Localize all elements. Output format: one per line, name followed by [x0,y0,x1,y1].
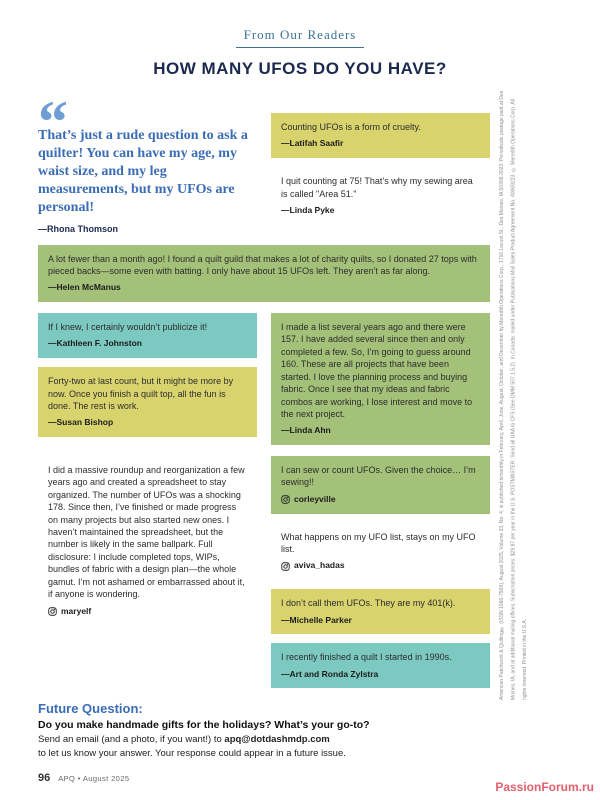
quote-column-left [38,456,257,688]
instagram-handle: aviva_hadas [294,560,345,571]
quote-column-right [271,113,490,234]
quote-text: If I knew, I certainly wouldn’t publicize it! [48,322,208,333]
legal-sidebar [497,88,532,700]
row-top [38,89,490,234]
quote-attribution: —Linda Ahn [281,425,331,436]
quote-attribution: —Michelle Parker [281,614,352,625]
instagram-attribution [281,560,480,572]
reader-quote [271,589,490,634]
reader-quote [38,313,257,358]
email-address: apq@dotdashmdp.com [224,734,330,746]
reader-quote [271,167,490,225]
reader-quote [271,113,490,158]
pull-quote [38,89,257,234]
instructions-prefix: Send an email (and a photo, if you want!) to [38,734,225,746]
issue-info: APQ • August 2025 [58,774,130,783]
instructions-suffix: to let us know your answer. Your response could appear in a future issue. [38,748,346,760]
kicker: From Our Readers [236,27,365,48]
future-question-text: Do you make handmade gifts for the holidays? What’s your go-to? [38,719,370,732]
reader-quote [38,456,257,625]
instagram-handle: corleyville [294,493,336,504]
reader-quote [271,643,490,688]
page-footer [38,772,129,784]
quote-text: I recently finished a quilt I started in 1990s. [281,652,452,663]
quote-text: I don’t call them UFOs. They are my 401(k). [281,598,456,609]
instagram-attribution [281,494,480,506]
quote-text: Counting UFOs is a form of cruelty. [281,122,421,132]
future-question-label: Future Question: [38,701,143,717]
row-full-width [38,245,490,303]
quote-text: Forty-two at last count, but it might be more by now. Once you finish a quilt top, all the fun is done. The rest is work. [48,376,234,411]
quote-attribution: —Latifah Saafir [281,138,344,149]
quote-text: I made a list several years ago and there were 157. I have added several since then and only completed a few. So, I’m going to guess around 160. These are all projects that have been started. I love the planning process and buying fabric. Once I see that my ideas and fabric combos are working, I lose interest and move to the next project. [281,322,473,419]
future-question-section [38,701,490,761]
quote-attribution: —Kathleen F. Johnston [48,338,142,349]
quote-attribution: —Art and Ronda Zylstra [281,668,379,679]
quote-mark-icon: “ [38,89,68,155]
quote-attribution: —Helen McManus [48,282,121,293]
quote-column-left [38,313,257,445]
quote-column-right [271,456,490,688]
reader-quote [271,456,490,514]
row-middle [38,313,490,445]
quote-text: I can sew or count UFOs. Given the choice… I’m sewing!! [281,465,476,488]
quote-text: What happens on my UFO list, stays on my UFO list. [281,531,476,554]
reader-quote [38,367,257,437]
quote-attribution: —Susan Bishop [48,417,114,428]
reader-quote [38,245,490,303]
instagram-handle: maryelf [61,605,92,616]
legal-text-column1: American Patchwork & Quilting® (ISSN 1066-758X), August 2025, Volume 33, No. 4, is published bimonthly in February, April, June, August, October, and December by Meredith Operations Corp., 1716 Locust St., Des Moines, IA 50309-3023. Periodicals postage paid at Des Moines, IA, and at additional mailing offices. [499,90,517,700]
pull-quote-attribution: —Rhona Thomson [38,223,118,234]
quote-text: A lot fewer than a month ago! I found a quilt guild that makes a lot of charity quilts, so I donated 27 tops with pieced backs—some even with batting. I only have about 15 UFOs left. They aren’t as far along. [48,253,477,276]
instagram-attribution [48,606,247,618]
instagram-icon [281,495,290,504]
page-number: 96 [38,772,51,784]
reader-quote [271,523,490,581]
instagram-icon [48,607,57,616]
instagram-icon [281,562,290,571]
watermark: PassionForum.ru [495,780,594,794]
pull-quote-text: That’s just a rude question to ask a quilter! You can have my age, my waist size, and my leg measurements, but my UFOs are personal! [38,128,248,215]
quote-text: I quit counting at 75! That’s why my sewing area is called "Area 51." [281,176,473,199]
content [38,89,490,761]
reader-quote [271,313,490,445]
future-question-instructions [38,733,490,761]
page-header [0,0,600,79]
row-bottom [38,456,490,688]
quote-column-right [271,313,490,445]
legal-text-column2: Subscription prices: $29.97 per year in the U.S. POSTMASTER: Send all UAA to CFS (See DMM 507.1.5.2). In Canada: mailed under Publications Mail Sales Product Agreement No. 40069223. © Meredith Operations Corp. All rights reserved. Printed in the U.S.A. [510,99,528,700]
quote-attribution: —Linda Pyke [281,204,335,215]
quote-text: I did a massive roundup and reorganization a few years ago and created a spreadsheet to stay organized. The number of UFOs was a shocking 178. Since then, I’ve finished or made progress on many projects but also started new ones. I haven’t maintained the spreadsheet, but the number is likely in the same ballpark. Full disclosure: I include completed tops, WIPs, bundles of fabric with a design plan—the whole gamut. I’m not ashamed or embarrassed about it, if anyone is wondering. [48,465,245,600]
page-title: HOW MANY UFOS DO YOU HAVE? [153,59,447,78]
